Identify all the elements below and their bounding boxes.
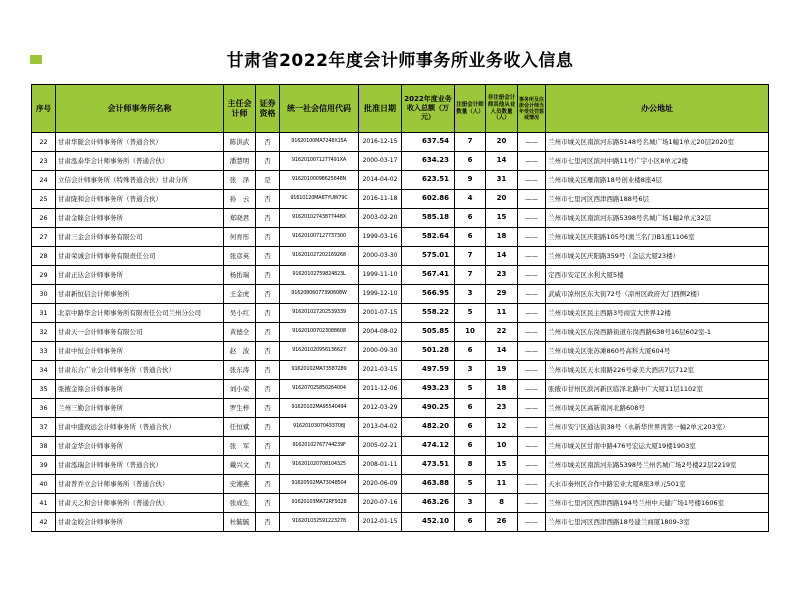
table-row bbox=[32, 437, 769, 456]
cell-code: 91620102743877448X bbox=[280, 209, 359, 228]
table-row bbox=[32, 494, 769, 513]
cell-date: 1999-03-16 bbox=[359, 228, 402, 247]
cell-securities: 否 bbox=[256, 342, 280, 361]
cell-penalty: —— bbox=[518, 513, 546, 532]
cell-date: 2000-09-30 bbox=[359, 342, 402, 361]
cell-cpa_count: 8 bbox=[455, 456, 486, 475]
cell-code: 91610120MA6TYUW79C bbox=[280, 190, 359, 209]
cell-accountant: 吴小红 bbox=[224, 304, 256, 323]
cell-address: 兰州市安宁区通达街38号（永新华世界湾第一幢2单元203室） bbox=[546, 418, 769, 437]
cell-date: 2008-01-11 bbox=[359, 456, 402, 475]
cell-securities: 否 bbox=[256, 399, 280, 418]
col-header-address: 办公地址 bbox=[546, 85, 769, 133]
cell-accountant: 刘小荣 bbox=[224, 380, 256, 399]
cell-name: 甘肃泓泰华会计师事务所（普通合伙） bbox=[56, 152, 224, 171]
cell-revenue: 490.25 bbox=[402, 399, 455, 418]
cell-penalty: —— bbox=[518, 228, 546, 247]
cell-date: 2012-03-29 bbox=[359, 399, 402, 418]
cell-seq: 23 bbox=[32, 152, 56, 171]
cell-code: 916201032591223278 bbox=[280, 513, 359, 532]
cell-date: 1999-11-10 bbox=[359, 266, 402, 285]
cell-securities: 否 bbox=[256, 323, 280, 342]
cell-noncpa_count: 11 bbox=[486, 475, 518, 494]
cell-address: 武威市凉州区东大街72号（凉州区政府大门西侧2楼） bbox=[546, 285, 769, 304]
cell-penalty: —— bbox=[518, 437, 546, 456]
cell-noncpa_count: 14 bbox=[486, 247, 518, 266]
cell-name: 甘肃泓瑞会计师事务所（普通合伙） bbox=[56, 456, 224, 475]
col-header-penalty: 事务所及注册会计师当年受处罚惩戒情况 bbox=[518, 85, 546, 133]
cell-cpa_count: 10 bbox=[455, 323, 486, 342]
cell-address: 兰州市城关区南滨河东路5148号名城广场1幢1单元20层2020室 bbox=[546, 133, 769, 152]
table-row bbox=[32, 456, 769, 475]
col-header-securities: 证券资格 bbox=[256, 85, 280, 133]
cell-date: 2003-02-20 bbox=[359, 209, 402, 228]
table-row bbox=[32, 228, 769, 247]
cell-name: 立信会计师事务所（特殊普通合伙）甘肃分所 bbox=[56, 171, 224, 190]
cell-securities: 否 bbox=[256, 152, 280, 171]
cell-revenue: 463.88 bbox=[402, 475, 455, 494]
cell-name: 甘肃陇和会计师事务所（普通合伙） bbox=[56, 190, 224, 209]
cell-accountant: 陈洪武 bbox=[224, 133, 256, 152]
cell-penalty: —— bbox=[518, 247, 546, 266]
cell-accountant: 孙 云 bbox=[224, 190, 256, 209]
cell-cpa_count: 6 bbox=[455, 209, 486, 228]
cell-noncpa_count: 15 bbox=[486, 456, 518, 475]
cell-noncpa_count: 26 bbox=[486, 513, 518, 532]
col-header-accountant: 主任会计师 bbox=[224, 85, 256, 133]
table-header bbox=[32, 85, 769, 133]
table-row bbox=[32, 475, 769, 494]
cell-accountant: 郑晓君 bbox=[224, 209, 256, 228]
cell-penalty: —— bbox=[518, 304, 546, 323]
cell-code: 91620102MA73587289 bbox=[280, 361, 359, 380]
cell-address: 兰州市城关区民主西路3号商宜大世界12楼 bbox=[546, 304, 769, 323]
cell-code: 91620103070433708J bbox=[280, 418, 359, 437]
cell-address: 兰州市城关区甘南中路476号宏运大厦19楼1903室 bbox=[546, 437, 769, 456]
cell-revenue: 505.85 bbox=[402, 323, 455, 342]
cell-code: 9162010071277491XA bbox=[280, 152, 359, 171]
cell-cpa_count: 3 bbox=[455, 494, 486, 513]
cell-accountant: 张东涛 bbox=[224, 361, 256, 380]
cell-code: 91620102767744239F bbox=[280, 437, 359, 456]
cell-penalty: —— bbox=[518, 475, 546, 494]
cell-securities: 否 bbox=[256, 475, 280, 494]
table-row bbox=[32, 380, 769, 399]
cell-noncpa_count: 20 bbox=[486, 133, 518, 152]
cell-noncpa_count: 8 bbox=[486, 494, 518, 513]
cell-date: 2001-07-15 bbox=[359, 304, 402, 323]
col-header-code: 统一社会信用代码 bbox=[280, 85, 359, 133]
cell-code: 916201007127737300 bbox=[280, 228, 359, 247]
cell-date: 2000-03-30 bbox=[359, 247, 402, 266]
cell-name: 甘肃荣诚会计师事务有限责任公司 bbox=[56, 247, 224, 266]
table-row bbox=[32, 133, 769, 152]
cell-address: 兰州市城关区张苏滩860号高科大厦604号 bbox=[546, 342, 769, 361]
cell-code: 91620102MA95540494 bbox=[280, 399, 359, 418]
cell-securities: 否 bbox=[256, 304, 280, 323]
cell-date: 2000-03-17 bbox=[359, 152, 402, 171]
cell-name: 甘肃金华会计师事务所 bbox=[56, 437, 224, 456]
cell-securities: 否 bbox=[256, 228, 280, 247]
cell-revenue: 575.01 bbox=[402, 247, 455, 266]
cell-code: 91620502MA73048504 bbox=[280, 475, 359, 494]
cell-address: 定西市安定区水利大厦5楼 bbox=[546, 266, 769, 285]
cell-securities: 否 bbox=[256, 266, 280, 285]
cell-cpa_count: 6 bbox=[455, 437, 486, 456]
cell-revenue: 452.10 bbox=[402, 513, 455, 532]
cell-accountant: 史湘燕 bbox=[224, 475, 256, 494]
cell-seq: 38 bbox=[32, 437, 56, 456]
cell-address: 兰州市七里河区西津西路18号建兰商厦1809-3室 bbox=[546, 513, 769, 532]
cell-securities: 否 bbox=[256, 361, 280, 380]
cell-cpa_count: 6 bbox=[455, 152, 486, 171]
cell-noncpa_count: 14 bbox=[486, 342, 518, 361]
cell-code: 91620806077390608W bbox=[280, 285, 359, 304]
cell-revenue: 463.26 bbox=[402, 494, 455, 513]
cell-code: 91620103MA72RF9328 bbox=[280, 494, 359, 513]
cell-seq: 26 bbox=[32, 209, 56, 228]
col-header-date: 批准日期 bbox=[359, 85, 402, 133]
cell-revenue: 558.22 bbox=[402, 304, 455, 323]
cell-noncpa_count: 18 bbox=[486, 228, 518, 247]
cell-cpa_count: 5 bbox=[455, 304, 486, 323]
cell-penalty: —— bbox=[518, 342, 546, 361]
cell-code: 91620102759824823L bbox=[280, 266, 359, 285]
cell-securities: 否 bbox=[256, 133, 280, 152]
cell-cpa_count: 6 bbox=[455, 513, 486, 532]
cell-name: 甘肃金睐会计师事务所 bbox=[56, 209, 224, 228]
table-row bbox=[32, 285, 769, 304]
cell-penalty: —— bbox=[518, 190, 546, 209]
cell-address: 兰州市城关区南滨河东路5398号兰州名城广场2号楼22层2219室 bbox=[546, 456, 769, 475]
cell-address: 兰州市城关区东岗西路街道东岗西路638号16层602室-1 bbox=[546, 323, 769, 342]
cell-date: 2016-11-18 bbox=[359, 190, 402, 209]
cell-accountant: 张成生 bbox=[224, 494, 256, 513]
cell-seq: 30 bbox=[32, 285, 56, 304]
cell-name: 甘肃中盛致远会计师事务所（普通合伙） bbox=[56, 418, 224, 437]
cell-penalty: —— bbox=[518, 152, 546, 171]
cell-code: 916201027202169268 bbox=[280, 247, 359, 266]
cell-cpa_count: 7 bbox=[455, 266, 486, 285]
cell-revenue: 497.59 bbox=[402, 361, 455, 380]
cell-revenue: 474.12 bbox=[402, 437, 455, 456]
cell-securities: 否 bbox=[256, 513, 280, 532]
cell-securities: 否 bbox=[256, 190, 280, 209]
cell-date: 2013-04-02 bbox=[359, 418, 402, 437]
table-row bbox=[32, 399, 769, 418]
cell-accountant: 戴兴文 bbox=[224, 456, 256, 475]
table-row bbox=[32, 361, 769, 380]
cell-address: 兰州市七里河区西津西路194号兰州中天健广场1号楼1606室 bbox=[546, 494, 769, 513]
cell-address: 兰州市七里河区西津西路188号6层 bbox=[546, 190, 769, 209]
cell-noncpa_count: 22 bbox=[486, 323, 518, 342]
cell-name: 甘肃普乔立会计师事务所（普通合伙） bbox=[56, 475, 224, 494]
cell-noncpa_count: 19 bbox=[486, 361, 518, 380]
cell-noncpa_count: 23 bbox=[486, 266, 518, 285]
cell-seq: 34 bbox=[32, 361, 56, 380]
cell-seq: 32 bbox=[32, 323, 56, 342]
cell-noncpa_count: 23 bbox=[486, 399, 518, 418]
cell-revenue: 501.28 bbox=[402, 342, 455, 361]
col-header-seq: 序号 bbox=[32, 85, 56, 133]
cell-noncpa_count: 31 bbox=[486, 171, 518, 190]
cell-revenue: 637.54 bbox=[402, 133, 455, 152]
cell-name: 张掖金鼎会计师事务所 bbox=[56, 380, 224, 399]
cell-address: 张掖市甘州区滨河新区临泽北路中广大厦11层1102室 bbox=[546, 380, 769, 399]
cell-penalty: —— bbox=[518, 418, 546, 437]
cell-accountant: 张彦英 bbox=[224, 247, 256, 266]
cell-address: 兰州市城关区庆阳路105号(澳兰名门)B1座1106室 bbox=[546, 228, 769, 247]
cell-penalty: —— bbox=[518, 494, 546, 513]
cell-accountant: 杨佑瑞 bbox=[224, 266, 256, 285]
cell-seq: 37 bbox=[32, 418, 56, 437]
cell-seq: 36 bbox=[32, 399, 56, 418]
cell-cpa_count: 6 bbox=[455, 228, 486, 247]
cell-noncpa_count: 29 bbox=[486, 285, 518, 304]
cell-penalty: —— bbox=[518, 456, 546, 475]
cell-name: 甘肃新恒信会计师事务所 bbox=[56, 285, 224, 304]
cell-cpa_count: 7 bbox=[455, 247, 486, 266]
cell-revenue: 623.51 bbox=[402, 171, 455, 190]
cell-seq: 24 bbox=[32, 171, 56, 190]
cell-date: 2011-12-06 bbox=[359, 380, 402, 399]
cell-securities: 否 bbox=[256, 437, 280, 456]
revenue-table bbox=[31, 84, 769, 532]
corner-mark bbox=[30, 55, 42, 64]
cell-name: 甘肃天一会计师事务有限公司 bbox=[56, 323, 224, 342]
cell-code: 916201020708104325 bbox=[280, 456, 359, 475]
cell-date: 1999-12-10 bbox=[359, 285, 402, 304]
table-row bbox=[32, 190, 769, 209]
cell-seq: 28 bbox=[32, 247, 56, 266]
cell-cpa_count: 7 bbox=[455, 133, 486, 152]
cell-penalty: —— bbox=[518, 133, 546, 152]
cell-penalty: —— bbox=[518, 285, 546, 304]
cell-address: 兰州市城关区高新南河北路608号 bbox=[546, 399, 769, 418]
cell-date: 2020-07-16 bbox=[359, 494, 402, 513]
cell-seq: 39 bbox=[32, 456, 56, 475]
cell-name: 甘肃三金会计师事务有限公司 bbox=[56, 228, 224, 247]
cell-noncpa_count: 15 bbox=[486, 209, 518, 228]
cell-securities: 否 bbox=[256, 247, 280, 266]
cell-code: 916201027202539339 bbox=[280, 304, 359, 323]
cell-revenue: 582.64 bbox=[402, 228, 455, 247]
cell-securities: 否 bbox=[256, 456, 280, 475]
cell-cpa_count: 5 bbox=[455, 475, 486, 494]
cell-date: 2005-02-21 bbox=[359, 437, 402, 456]
cell-revenue: 634.23 bbox=[402, 152, 455, 171]
cell-address: 兰州市城关区庆阳路359号（金运大厦23楼） bbox=[546, 247, 769, 266]
col-header-noncpa_count: 非注册会计师其他从业人员数量（人） bbox=[486, 85, 518, 133]
cell-noncpa_count: 14 bbox=[486, 152, 518, 171]
cell-noncpa_count: 12 bbox=[486, 418, 518, 437]
cell-penalty: —— bbox=[518, 399, 546, 418]
cell-cpa_count: 9 bbox=[455, 171, 486, 190]
cell-name: 甘肃正达会计师事务所 bbox=[56, 266, 224, 285]
cell-penalty: —— bbox=[518, 171, 546, 190]
cell-revenue: 567.41 bbox=[402, 266, 455, 285]
cell-penalty: —— bbox=[518, 380, 546, 399]
cell-date: 2014-04-02 bbox=[359, 171, 402, 190]
cell-accountant: 赵 波 bbox=[224, 342, 256, 361]
table-row bbox=[32, 247, 769, 266]
table-row bbox=[32, 342, 769, 361]
cell-securities: 否 bbox=[256, 209, 280, 228]
cell-cpa_count: 6 bbox=[455, 399, 486, 418]
cell-securities: 否 bbox=[256, 285, 280, 304]
cell-accountant: 张 军 bbox=[224, 437, 256, 456]
cell-cpa_count: 3 bbox=[455, 285, 486, 304]
cell-date: 2021-03-15 bbox=[359, 361, 402, 380]
cell-date: 2004-08-02 bbox=[359, 323, 402, 342]
table-body bbox=[32, 133, 769, 532]
cell-seq: 31 bbox=[32, 304, 56, 323]
cell-accountant: 黄德全 bbox=[224, 323, 256, 342]
table-row bbox=[32, 266, 769, 285]
cell-name: 北京中路华会计师事务所有限责任公司兰州分公司 bbox=[56, 304, 224, 323]
cell-securities: 否 bbox=[256, 494, 280, 513]
cell-name: 甘肃天之和会计师事务所（普通合伙） bbox=[56, 494, 224, 513]
cell-cpa_count: 6 bbox=[455, 418, 486, 437]
cell-name: 甘肃东合广业会计师事务所（普通合伙） bbox=[56, 361, 224, 380]
cell-penalty: —— bbox=[518, 323, 546, 342]
cell-revenue: 473.51 bbox=[402, 456, 455, 475]
cell-address: 兰州市城关区天水南路226号豪美大酒店7层712室 bbox=[546, 361, 769, 380]
table-row bbox=[32, 323, 769, 342]
cell-accountant: 张 泽 bbox=[224, 171, 256, 190]
cell-date: 2020-06-09 bbox=[359, 475, 402, 494]
cell-noncpa_count: 18 bbox=[486, 380, 518, 399]
cell-penalty: —— bbox=[518, 361, 546, 380]
page-title: 甘肃省2022年度会计师事务所业务收入信息 bbox=[226, 51, 574, 71]
table-row bbox=[32, 418, 769, 437]
table-row bbox=[32, 171, 769, 190]
cell-accountant: 何育彤 bbox=[224, 228, 256, 247]
cell-noncpa_count: 10 bbox=[486, 437, 518, 456]
table-row bbox=[32, 209, 769, 228]
cell-securities: 是 bbox=[256, 171, 280, 190]
cell-seq: 35 bbox=[32, 380, 56, 399]
cell-date: 2012-01-15 bbox=[359, 513, 402, 532]
cell-accountant: 潘慧明 bbox=[224, 152, 256, 171]
col-header-cpa_count: 注册会计师数量（人） bbox=[455, 85, 486, 133]
cell-securities: 否 bbox=[256, 380, 280, 399]
cell-revenue: 482.20 bbox=[402, 418, 455, 437]
cell-address: 兰州市城关区南滨河东路5398号名城广场1幢2单元32层 bbox=[546, 209, 769, 228]
cell-accountant: 王金虎 bbox=[224, 285, 256, 304]
cell-securities: 否 bbox=[256, 418, 280, 437]
col-header-name: 会计师事务所名称 bbox=[56, 85, 224, 133]
table-row bbox=[32, 513, 769, 532]
cell-code: 91620100098625648N bbox=[280, 171, 359, 190]
header-row bbox=[32, 85, 769, 133]
cell-seq: 27 bbox=[32, 228, 56, 247]
cell-noncpa_count: 20 bbox=[486, 190, 518, 209]
cell-seq: 42 bbox=[32, 513, 56, 532]
cell-noncpa_count: 11 bbox=[486, 304, 518, 323]
cell-name: 甘肃中恒会计师事务所 bbox=[56, 342, 224, 361]
cell-seq: 25 bbox=[32, 190, 56, 209]
cell-cpa_count: 4 bbox=[455, 190, 486, 209]
cell-seq: 41 bbox=[32, 494, 56, 513]
cell-address: 兰州市城关区雁南路18号创业楼8座4层 bbox=[546, 171, 769, 190]
cell-name: 兰州三勤会计师事务所 bbox=[56, 399, 224, 418]
cell-penalty: —— bbox=[518, 266, 546, 285]
cell-code: 916207025850264004 bbox=[280, 380, 359, 399]
cell-name: 甘肃华陇会计师事务所（普通合伙） bbox=[56, 133, 224, 152]
cell-penalty: —— bbox=[518, 209, 546, 228]
cell-revenue: 493.23 bbox=[402, 380, 455, 399]
cell-cpa_count: 6 bbox=[455, 342, 486, 361]
cell-seq: 33 bbox=[32, 342, 56, 361]
cell-accountant: 杜毓毓 bbox=[224, 513, 256, 532]
cell-address: 天水市秦州区合作中路宏业大厦8座3单元501室 bbox=[546, 475, 769, 494]
cell-seq: 29 bbox=[32, 266, 56, 285]
cell-name: 甘肃金皎会计师事务所 bbox=[56, 513, 224, 532]
cell-revenue: 585.18 bbox=[402, 209, 455, 228]
cell-revenue: 602.86 bbox=[402, 190, 455, 209]
cell-cpa_count: 3 bbox=[455, 361, 486, 380]
cell-seq: 40 bbox=[32, 475, 56, 494]
cell-code: 916201020956136627 bbox=[280, 342, 359, 361]
cell-seq: 22 bbox=[32, 133, 56, 152]
cell-accountant: 任恒斌 bbox=[224, 418, 256, 437]
cell-revenue: 566.95 bbox=[402, 285, 455, 304]
cell-code: 91620100MA7248X15A bbox=[280, 133, 359, 152]
cell-accountant: 罗生梓 bbox=[224, 399, 256, 418]
table-row bbox=[32, 152, 769, 171]
col-header-revenue: 2022年度业务收入总额（万元） bbox=[402, 85, 455, 133]
cell-date: 2016-12-15 bbox=[359, 133, 402, 152]
cell-code: 916201007023088608 bbox=[280, 323, 359, 342]
cell-address: 兰州市七里河区滨河中路11号广宇小区8单元2楼 bbox=[546, 152, 769, 171]
table-row bbox=[32, 304, 769, 323]
cell-cpa_count: 5 bbox=[455, 380, 486, 399]
